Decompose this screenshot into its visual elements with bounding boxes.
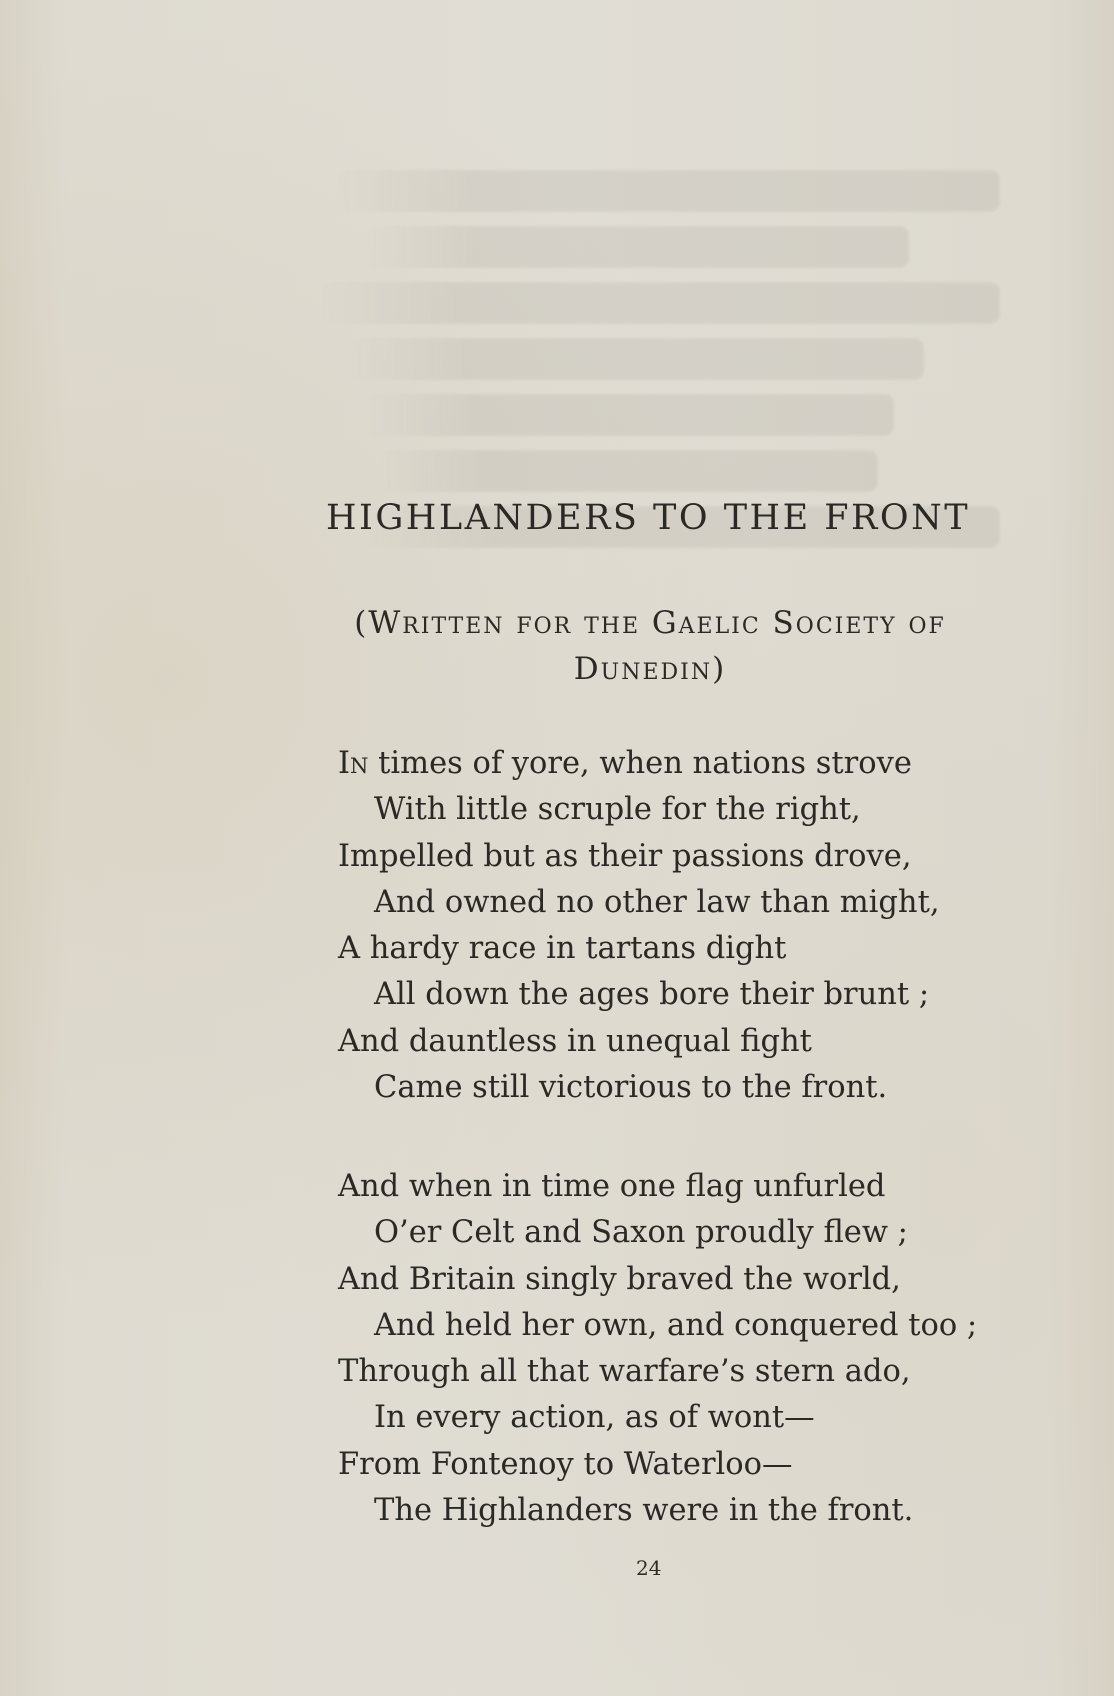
verse-line: In every action, as of wont— <box>374 1400 815 1436</box>
verse-line <box>338 741 940 787</box>
poem-title: HIGHLANDERS TO THE FRONT <box>326 498 971 538</box>
verse-line: The Highlanders were in the front. <box>374 1493 914 1529</box>
verse-line: All down the ages bore their brunt ; <box>374 977 930 1013</box>
verse-line: And dauntless in unequal fight <box>338 1023 812 1059</box>
drop-word: In <box>338 746 369 781</box>
verse-line: And Britain singly braved the world, <box>338 1261 901 1297</box>
stanza-1 <box>338 741 940 1111</box>
verse-line: A hardy race in tartans dight <box>338 931 787 967</box>
verse-line: And owned no other law than might, <box>374 884 940 920</box>
verse-line-rest: times of yore, when nations strove <box>368 746 912 781</box>
verse-line: Through all that warfare’s stern ado, <box>338 1354 911 1390</box>
verse-line: From Fontenoy to Waterloo— <box>338 1446 793 1482</box>
verse-line: Impelled but as their passions drove, <box>338 838 912 874</box>
verse-line: And when in time one flag unfurled <box>338 1169 886 1204</box>
page-number: 24 <box>636 1556 662 1580</box>
verse-line: Came still victorious to the front. <box>374 1070 888 1106</box>
verse-line: With little scruple for the right, <box>374 792 861 828</box>
poem-subtitle: (Written for the Gaelic Society of Dunedin) <box>354 605 946 687</box>
stanza-2 <box>338 1164 977 1534</box>
verse-line: O’er Celt and Saxon proudly flew ; <box>374 1215 908 1251</box>
bleed-through-text <box>240 100 1000 560</box>
verse-line: And held her own, and conquered too ; <box>374 1307 978 1343</box>
